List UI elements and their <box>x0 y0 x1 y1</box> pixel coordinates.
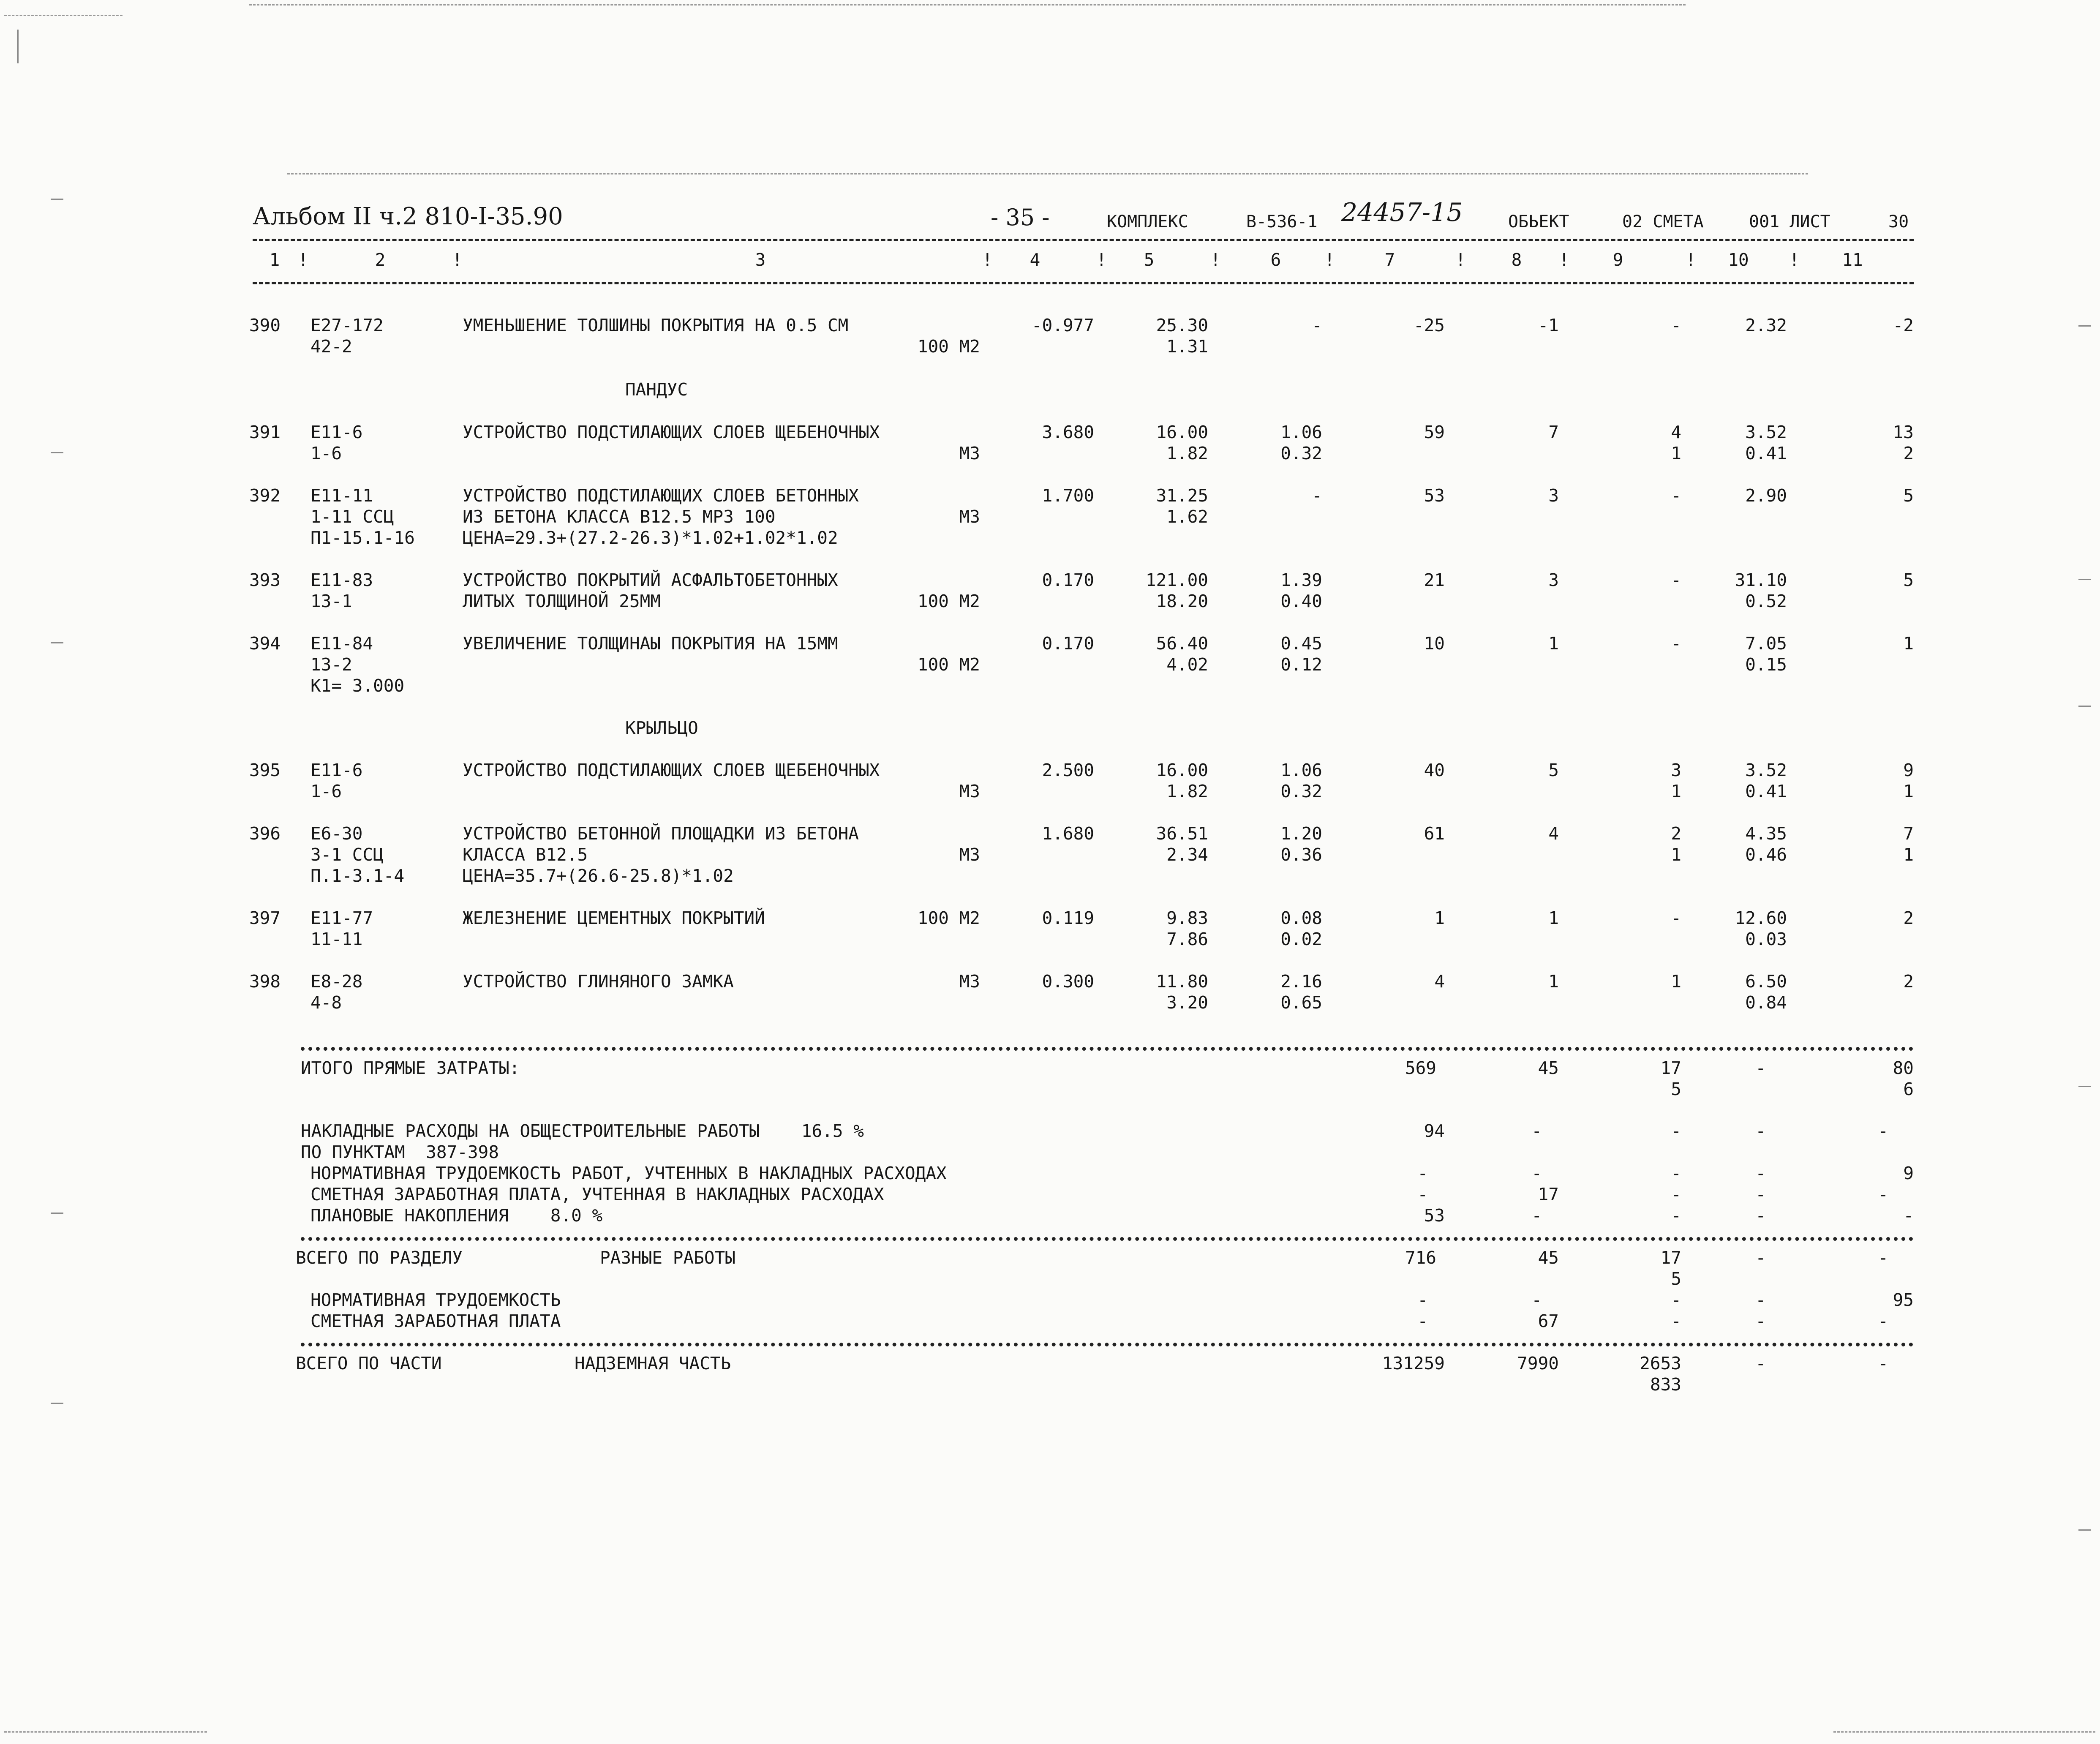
total-cost: 61 <box>1424 823 1445 844</box>
row-number: 392 <box>249 485 281 506</box>
wage-total: 4 <box>1548 823 1559 844</box>
razdel-zp-c8: 67 <box>1538 1311 1559 1331</box>
labor-total-mach: 1 <box>1903 845 1914 865</box>
scan-side-mark <box>51 199 63 200</box>
labor-norm: 2.32 <box>1745 315 1787 335</box>
rate-code: 13-2 <box>311 654 352 675</box>
obekt-label: ОБЬЕКТ <box>1508 212 1569 232</box>
work-description: УСТРОЙСТВО ПОДСТИЛАЮЩИХ СЛОЕВ ЩЕБЕНОЧНЫХ <box>463 760 880 780</box>
quantity: 0.119 <box>1042 908 1094 928</box>
work-description: УВЕЛИЧЕНИЕ ТОЛЩИНАЫ ПОКРЫТИЯ НА 15ММ <box>463 633 838 654</box>
album-title: Альбом II ч.2 810-I-35.90 <box>253 203 563 230</box>
machine-cost-wage: 0.40 <box>1280 591 1322 611</box>
rate-code: 4-8 <box>311 992 342 1013</box>
labor-total: 1 <box>1903 633 1914 654</box>
rate-code: 1-11 ССЦ <box>311 507 394 527</box>
summary-c10: - <box>1755 1163 1766 1183</box>
razdel-zp-c7: - <box>1417 1311 1428 1331</box>
machine-cost: 2.16 <box>1280 971 1322 992</box>
machine-cost-wage: 0.65 <box>1280 992 1322 1013</box>
machine-total: - <box>1671 633 1681 654</box>
col-3: 3 <box>755 250 766 270</box>
dotted-separator <box>301 1047 1914 1051</box>
summary-total: 53 <box>1424 1205 1445 1226</box>
unit-cost-wage: 3.20 <box>1166 992 1208 1013</box>
unit: М3 <box>959 971 980 992</box>
machine-total: 1 <box>1671 971 1681 992</box>
razdel-name: РАЗНЫЕ РАБОТЫ <box>600 1248 735 1268</box>
total-cost: 1 <box>1434 908 1445 928</box>
labor-total: 5 <box>1903 485 1914 506</box>
col-5: 5 <box>1144 250 1155 270</box>
summary-labor: 9 <box>1903 1163 1914 1183</box>
machine-cost: - <box>1312 315 1322 335</box>
summary-total: 94 <box>1424 1121 1445 1141</box>
list-number: 30 <box>1888 212 1909 232</box>
rate-code: Е11-84 <box>311 633 373 654</box>
machine-cost: 0.08 <box>1280 908 1322 928</box>
razdel-machine-wage: 5 <box>1671 1269 1681 1289</box>
labor-norm: 12.60 <box>1735 908 1787 928</box>
dotted-separator <box>301 1343 1914 1346</box>
total-cost: -25 <box>1413 315 1445 335</box>
unit-cost-wage: 1.31 <box>1166 336 1208 357</box>
col-sep: ! <box>1686 250 1696 270</box>
razdel-norm-c11: 95 <box>1893 1290 1914 1310</box>
machine-cost-wage: 0.12 <box>1280 654 1322 675</box>
razdel-norm-c8: - <box>1531 1290 1542 1310</box>
unit: 100 М2 <box>917 654 980 675</box>
rate-code: Е6-30 <box>311 823 363 844</box>
labor-norm: 6.50 <box>1745 971 1787 992</box>
summary-label: СМЕТНАЯ ЗАРАБОТНАЯ ПЛАТА, УЧТЕННАЯ В НАКЛАДНЫХ РАСХОДАХ <box>311 1184 884 1204</box>
wage-total: 7 <box>1548 422 1559 442</box>
summary-wage: 17 <box>1538 1184 1559 1204</box>
summary-total: - <box>1417 1163 1428 1183</box>
scan-side-mark <box>51 642 63 643</box>
rate-code: 1-6 <box>311 781 342 801</box>
machine-total: 4 <box>1671 422 1681 442</box>
row-number: 396 <box>249 823 281 844</box>
row-number: 398 <box>249 971 281 992</box>
unit: 100 М2 <box>917 908 980 928</box>
wage-total: 5 <box>1548 760 1559 780</box>
summary-c10: - <box>1755 1121 1766 1141</box>
summary-label: ПЛАНОВЫЕ НАКОПЛЕНИЯ 8.0 % <box>311 1205 603 1226</box>
unit-cost: 9.83 <box>1166 908 1208 928</box>
unit: М3 <box>959 781 980 801</box>
col-sep: ! <box>1210 250 1221 270</box>
dotted-separator <box>301 1237 1914 1241</box>
page-number: - 35 - <box>991 204 1050 231</box>
labor-norm: 31.10 <box>1735 570 1787 590</box>
summary-labor-mach: 6 <box>1903 1079 1914 1099</box>
labor-norm-mach: 0.46 <box>1745 845 1787 865</box>
col-6: 6 <box>1270 250 1281 270</box>
col-sep: ! <box>1559 250 1569 270</box>
summary-label: НАКЛАДНЫЕ РАСХОДЫ НА ОБЩЕСТРОИТЕЛЬНЫЕ РАБОТЫ 16.5 % <box>301 1121 864 1141</box>
razdel-c11: - <box>1878 1248 1888 1268</box>
chast-c11: - <box>1878 1353 1888 1373</box>
summary-label: НОРМАТИВНАЯ ТРУДОЕМКОСТЬ РАБОТ, УЧТЕННЫХ В НАКЛАДНЫХ РАСХОДАХ <box>311 1163 947 1183</box>
machine-wage-total: 1 <box>1671 845 1681 865</box>
machine-cost-wage: 0.36 <box>1280 845 1322 865</box>
row-number: 393 <box>249 570 281 590</box>
work-description: ЛИТЫХ ТОЛЩИНОЙ 25ММ <box>463 591 661 611</box>
unit-cost: 31.25 <box>1156 485 1208 506</box>
kompleks-code: В-536-1 <box>1246 212 1318 232</box>
labor-norm: 3.52 <box>1745 422 1787 442</box>
unit-cost: 25.30 <box>1156 315 1208 335</box>
work-description: ЦЕНА=35.7+(26.6-25.8)*1.02 <box>463 866 734 886</box>
unit: М3 <box>959 443 980 463</box>
machine-cost: 0.45 <box>1280 633 1322 654</box>
col-sep: ! <box>452 250 463 270</box>
summary-machine: - <box>1671 1205 1681 1226</box>
unit-cost: 121.00 <box>1145 570 1208 590</box>
quantity: 2.500 <box>1042 760 1094 780</box>
work-description: УСТРОЙСТВО ПОДСТИЛАЮЩИХ СЛОЕВ ЩЕБЕНОЧНЫХ <box>463 422 880 442</box>
scan-mark <box>17 30 19 63</box>
razdel-zp-c11: - <box>1878 1311 1888 1331</box>
machine-cost: 1.39 <box>1280 570 1322 590</box>
unit-cost-wage: 1.82 <box>1166 781 1208 801</box>
scan-side-mark <box>2078 706 2091 707</box>
col-sep: ! <box>1455 250 1466 270</box>
summary-total: 569 <box>1405 1058 1436 1078</box>
work-description: КЛАССА В12.5 <box>463 845 588 865</box>
chast-label: ВСЕГО ПО ЧАСТИ <box>296 1353 442 1373</box>
razdel-wage: 45 <box>1538 1248 1559 1268</box>
razdel-norm-c10: - <box>1755 1290 1766 1310</box>
row-number: 395 <box>249 760 281 780</box>
work-description: УСТРОЙСТВО БЕТОННОЙ ПЛОЩАДКИ ИЗ БЕТОНА <box>463 823 859 844</box>
razdel-total-cost: 716 <box>1405 1248 1436 1268</box>
summary-wage: 45 <box>1538 1058 1559 1078</box>
col-9: 9 <box>1612 250 1623 270</box>
unit-cost: 56.40 <box>1156 633 1208 654</box>
col-2: 2 <box>375 250 386 270</box>
col-sep: ! <box>982 250 993 270</box>
summary-machine: - <box>1671 1163 1681 1183</box>
scan-side-mark <box>51 452 63 453</box>
rate-code: 13-1 <box>311 591 352 611</box>
labor-norm: 3.52 <box>1745 760 1787 780</box>
summary-label: ПО ПУНКТАМ 387-398 <box>301 1142 499 1162</box>
razdel-label: ВСЕГО ПО РАЗДЕЛУ <box>296 1248 463 1268</box>
scan-top-rule <box>249 4 1686 5</box>
chast-c10: - <box>1755 1353 1766 1373</box>
scan-side-mark <box>2078 1086 2091 1087</box>
scan-side-mark <box>51 1403 63 1404</box>
labor-total: -2 <box>1893 315 1914 335</box>
section-kryltso: КРЫЛЬЦО <box>625 718 698 738</box>
unit: 100 М2 <box>917 591 980 611</box>
wage-total: 1 <box>1548 971 1559 992</box>
machine-cost: 1.06 <box>1280 422 1322 442</box>
summary-labor: - <box>1878 1184 1888 1204</box>
machine-cost-wage: 0.32 <box>1280 781 1322 801</box>
wage-total: -1 <box>1538 315 1559 335</box>
rate-code: К1= 3.000 <box>311 676 405 696</box>
chast-machine-wage: 833 <box>1650 1374 1681 1395</box>
quantity: 0.170 <box>1042 633 1094 654</box>
col-sep: ! <box>1789 250 1800 270</box>
work-description: УМЕНЬШЕНИЕ ТОЛШИНЫ ПОКРЫТИЯ НА 0.5 СМ <box>463 315 849 335</box>
rate-code: П.1-3.1-4 <box>311 866 405 886</box>
labor-norm-mach: 0.03 <box>1745 929 1787 949</box>
rate-code: 11-11 <box>311 929 363 949</box>
machine-cost: 1.20 <box>1280 823 1322 844</box>
labor-total: 13 <box>1893 422 1914 442</box>
labor-norm-mach: 0.41 <box>1745 781 1787 801</box>
summary-c10: - <box>1755 1184 1766 1204</box>
rate-code: Е11-6 <box>311 422 363 442</box>
total-cost: 59 <box>1424 422 1445 442</box>
razdel-zp-label: СМЕТНАЯ ЗАРАБОТНАЯ ПЛАТА <box>311 1311 561 1331</box>
machine-total: 3 <box>1671 760 1681 780</box>
col-sep: ! <box>298 250 308 270</box>
summary-label: ИТОГО ПРЯМЫЕ ЗАТРАТЫ: <box>301 1058 520 1078</box>
rate-code: Е11-83 <box>311 570 373 590</box>
row-number: 394 <box>249 633 281 654</box>
summary-labor: - <box>1878 1121 1888 1141</box>
total-cost: 4 <box>1434 971 1445 992</box>
chast-total-cost: 131259 <box>1382 1353 1445 1373</box>
col-sep: ! <box>1324 250 1335 270</box>
rate-code: Е27-172 <box>311 315 384 335</box>
column-header-rule <box>253 282 1914 284</box>
unit-cost-wage: 2.34 <box>1166 845 1208 865</box>
labor-total: 5 <box>1903 570 1914 590</box>
machine-wage-total: 1 <box>1671 443 1681 463</box>
rate-code: Е8-28 <box>311 971 363 992</box>
quantity: 3.680 <box>1042 422 1094 442</box>
summary-labor: 80 <box>1893 1058 1914 1078</box>
quantity: 1.680 <box>1042 823 1094 844</box>
unit: М3 <box>959 845 980 865</box>
unit-cost: 36.51 <box>1156 823 1208 844</box>
razdel-norm-c9: - <box>1671 1290 1681 1310</box>
quantity: -0.977 <box>1031 315 1094 335</box>
unit-cost-wage: 18.20 <box>1156 591 1208 611</box>
header-rule <box>253 239 1914 241</box>
unit-cost: 11.80 <box>1156 971 1208 992</box>
scan-top-rule-left <box>4 15 123 16</box>
scan-side-mark <box>51 1213 63 1214</box>
quantity: 0.170 <box>1042 570 1094 590</box>
scan-side-mark <box>2078 579 2091 580</box>
unit: М3 <box>959 507 980 527</box>
chast-wage: 7990 <box>1517 1353 1559 1373</box>
summary-c10: - <box>1755 1058 1766 1078</box>
machine-total: - <box>1671 908 1681 928</box>
labor-total: 2 <box>1903 908 1914 928</box>
razdel-zp-c9: - <box>1671 1311 1681 1331</box>
total-cost: 10 <box>1424 633 1445 654</box>
col-4: 4 <box>1030 250 1040 270</box>
summary-c10: - <box>1755 1205 1766 1226</box>
col-1: 1 <box>269 250 280 270</box>
quantity: 1.700 <box>1042 485 1094 506</box>
unit-cost-wage: 7.86 <box>1166 929 1208 949</box>
razdel-zp-c10: - <box>1755 1311 1766 1331</box>
rate-code: Е11-77 <box>311 908 373 928</box>
smeta-list: 001 ЛИСТ <box>1749 212 1830 232</box>
scan-rule-upper <box>287 173 1808 174</box>
total-cost: 40 <box>1424 760 1445 780</box>
scan-side-mark <box>2078 325 2091 327</box>
unit-cost-wage: 4.02 <box>1166 654 1208 675</box>
wage-total: 3 <box>1548 485 1559 506</box>
summary-total: - <box>1417 1184 1428 1204</box>
unit-cost-wage: 1.82 <box>1166 443 1208 463</box>
kompleks-label: КОМПЛЕКС <box>1107 212 1188 232</box>
labor-norm: 4.35 <box>1745 823 1787 844</box>
razdel-machine: 17 <box>1660 1248 1681 1268</box>
machine-total: - <box>1671 315 1681 335</box>
machine-total: - <box>1671 570 1681 590</box>
labor-total: 2 <box>1903 971 1914 992</box>
unit-cost-wage: 1.62 <box>1166 507 1208 527</box>
col-sep: ! <box>1096 250 1107 270</box>
machine-wage-total: 1 <box>1671 781 1681 801</box>
unit-cost: 16.00 <box>1156 760 1208 780</box>
summary-machine: - <box>1671 1184 1681 1204</box>
work-description: УСТРОЙСТВО ПОКРЫТИЙ АСФАЛЬТОБЕТОННЫХ <box>463 570 838 590</box>
machine-total: - <box>1671 485 1681 506</box>
rate-code: 3-1 ССЦ <box>311 845 384 865</box>
unit: 100 М2 <box>917 336 980 357</box>
wage-total: 3 <box>1548 570 1559 590</box>
work-description: УСТРОЙСТВО ПОДСТИЛАЮЩИХ СЛОЕВ БЕТОННЫХ <box>463 485 859 506</box>
work-description: ИЗ БЕТОНА КЛАССА В12.5 МРЗ 100 <box>463 507 776 527</box>
unit-cost: 16.00 <box>1156 422 1208 442</box>
summary-wage: - <box>1531 1121 1542 1141</box>
scan-bottom-rule-left <box>4 1731 207 1733</box>
summary-machine: 17 <box>1660 1058 1681 1078</box>
labor-norm-mach: 0.41 <box>1745 443 1787 463</box>
summary-machine-wage: 5 <box>1671 1079 1681 1099</box>
labor-norm-mach: 0.84 <box>1745 992 1787 1013</box>
col-10: 10 <box>1728 250 1749 270</box>
col-11: 11 <box>1842 250 1863 270</box>
machine-cost-wage: 0.32 <box>1280 443 1322 463</box>
rate-code: 1-6 <box>311 443 342 463</box>
rate-code: Е11-11 <box>311 485 373 506</box>
machine-cost-wage: 0.02 <box>1280 929 1322 949</box>
summary-labor: - <box>1903 1205 1914 1226</box>
summary-machine: - <box>1671 1121 1681 1141</box>
summary-wage: - <box>1531 1205 1542 1226</box>
summary-wage: - <box>1531 1163 1542 1183</box>
wage-total: 1 <box>1548 908 1559 928</box>
col-7: 7 <box>1384 250 1395 270</box>
obekt-smeta: 02 СМЕТА <box>1622 212 1704 232</box>
labor-norm: 2.90 <box>1745 485 1787 506</box>
chast-machine: 2653 <box>1640 1353 1681 1373</box>
work-description: УСТРОЙСТВО ГЛИНЯНОГО ЗАМКА <box>463 971 734 992</box>
machine-cost: 1.06 <box>1280 760 1322 780</box>
section-pandus: ПАНДУС <box>625 379 688 400</box>
rate-code: Е11-6 <box>311 760 363 780</box>
machine-total: 2 <box>1671 823 1681 844</box>
wage-total: 1 <box>1548 633 1559 654</box>
rate-code: П1-15.1-16 <box>311 528 415 548</box>
labor-total-mach: 2 <box>1903 443 1914 463</box>
razdel-norm-label: НОРМАТИВНАЯ ТРУДОЕМКОСТЬ <box>311 1290 561 1310</box>
col-8: 8 <box>1511 250 1522 270</box>
work-description: ЦЕНА=29.3+(27.2-26.3)*1.02+1.02*1.02 <box>463 528 838 548</box>
row-number: 391 <box>249 422 281 442</box>
labor-total: 9 <box>1903 760 1914 780</box>
scan-side-mark <box>2078 1529 2091 1531</box>
labor-norm: 7.05 <box>1745 633 1787 654</box>
row-number: 397 <box>249 908 281 928</box>
labor-total-mach: 1 <box>1903 781 1914 801</box>
row-number: 390 <box>249 315 281 335</box>
total-cost: 53 <box>1424 485 1445 506</box>
rate-code: 42-2 <box>311 336 352 357</box>
work-description: ЖЕЛЕЗНЕНИЕ ЦЕМЕНТНЫХ ПОКРЫТИЙ <box>463 908 765 928</box>
handwritten-number: 24457-15 <box>1341 198 1463 227</box>
labor-norm-mach: 0.52 <box>1745 591 1787 611</box>
quantity: 0.300 <box>1042 971 1094 992</box>
scan-bottom-rule-right <box>1833 1731 2095 1733</box>
chast-name: НАДЗЕМНАЯ ЧАСТЬ <box>575 1353 731 1373</box>
razdel-c10: - <box>1755 1248 1766 1268</box>
labor-norm-mach: 0.15 <box>1745 654 1787 675</box>
machine-cost: - <box>1312 485 1322 506</box>
total-cost: 21 <box>1424 570 1445 590</box>
labor-total: 7 <box>1903 823 1914 844</box>
razdel-norm-c7: - <box>1417 1290 1428 1310</box>
